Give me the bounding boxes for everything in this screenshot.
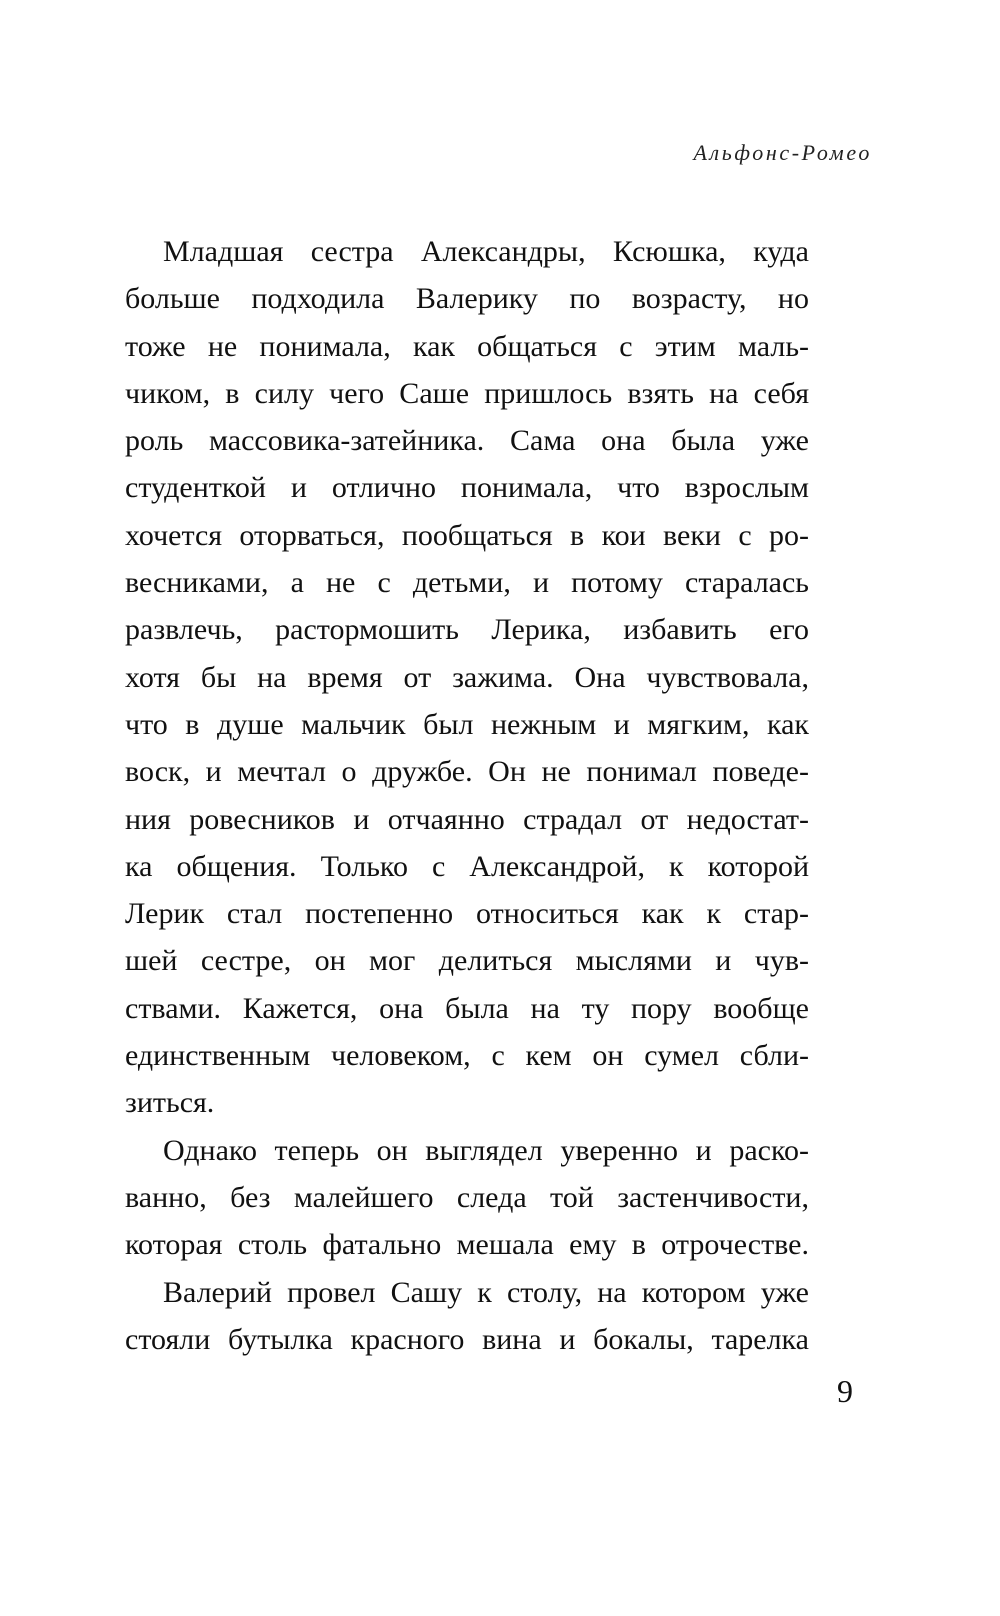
text-line: ванно, без малейшего следа той застенчивости, <box>125 1180 809 1214</box>
running-head: Альфонс-Ромео <box>693 140 872 165</box>
text-line: хотя бы на время от зажима. Она чувствовала, <box>125 660 809 694</box>
text-line: чиком, в силу чего Саше пришлось взять на себя <box>125 376 809 410</box>
text-line: ствами. Кажется, она была на ту пору вообще <box>125 991 809 1025</box>
text-line: шей сестре, он мог делиться мыслями и чув- <box>125 944 809 978</box>
text-line: тоже не понимала, как общаться с этим маль- <box>125 329 809 363</box>
text-line: Младшая сестра Александры, Ксюшка, куда <box>163 235 809 268</box>
text-line: роль массовика-затейника. Сама она была уже <box>125 424 809 458</box>
text-line: стояли бутылка красного вина и бокалы, тарелка <box>125 1322 809 1356</box>
text-line: зиться. <box>125 1086 215 1120</box>
text-line: хочется оторваться, пообщаться в кои веки с ро- <box>125 518 809 552</box>
text-line: весниками, а не с детьми, и потому старалась <box>125 566 809 600</box>
text-line: Однако теперь он выглядел уверенно и раско- <box>163 1133 809 1167</box>
text-line: ка общения. Только с Александрой, к которой <box>125 849 809 883</box>
text-line: ния ровесников и отчаянно страдал от недостат- <box>125 802 809 836</box>
page-number: 9 <box>837 1373 853 1409</box>
text-line: что в душе мальчик был нежным и мягким, как <box>125 707 809 741</box>
text-line: которая столь фатально мешала ему в отрочестве. <box>125 1228 809 1262</box>
text-line: Валерий провел Сашу к столу, на котором уже <box>163 1275 809 1309</box>
body-text <box>125 228 809 1363</box>
text-line: Лерик стал постепенно относиться как к стар- <box>125 897 809 931</box>
text-line: единственным человеком, с кем он сумел сбли- <box>125 1039 809 1073</box>
text-line: студенткой и отлично понимала, что взрослым <box>125 471 809 505</box>
text-line: развлечь, растормошить Лерика, избавить его <box>125 613 809 647</box>
text-line: воск, и мечтал о дружбе. Он не понимал поведе- <box>125 755 809 789</box>
text-line: больше подходила Валерику по возрасту, но <box>125 282 809 316</box>
